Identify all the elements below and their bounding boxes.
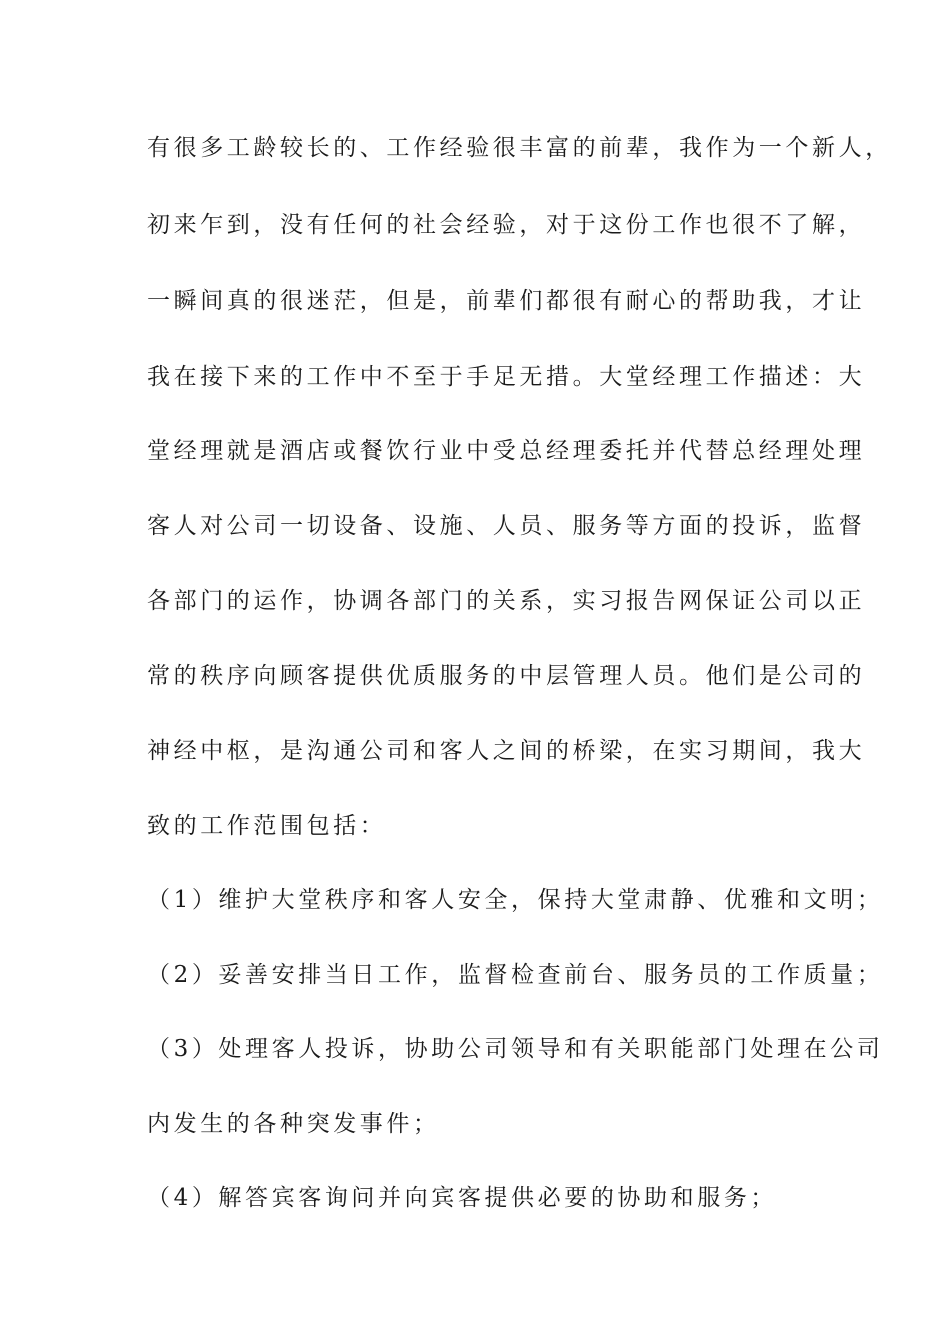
text-line: 有很多工龄较长的、工作经验很丰富的前辈，我作为一个新人， bbox=[147, 135, 892, 161]
text-line: 致的工作范围包括： bbox=[147, 813, 387, 839]
list-item: （3）处理客人投诉，协助公司领导和有关职能部门处理在公司 bbox=[147, 1036, 884, 1062]
text-line: 初来乍到，没有任何的社会经验，对于这份工作也很不了解， bbox=[147, 212, 866, 238]
text-line: 堂经理就是酒店或餐饮行业中受总经理委托并代替总经理处理 bbox=[147, 438, 866, 464]
list-item: （1）维护大堂秩序和客人安全，保持大堂肃静、优雅和文明； bbox=[147, 887, 884, 913]
text-line: 内发生的各种突发事件； bbox=[147, 1111, 440, 1137]
list-item: （2）妥善安排当日工作，监督检查前台、服务员的工作质量； bbox=[147, 962, 884, 988]
text-line: 神经中枢，是沟通公司和客人之间的桥梁，在实习期间，我大 bbox=[147, 738, 866, 764]
text-line: 常的秩序向顾客提供优质服务的中层管理人员。他们是公司的 bbox=[147, 663, 866, 689]
text-line: 我在接下来的工作中不至于手足无措。大堂经理工作描述：大 bbox=[147, 364, 866, 390]
text-line: 各部门的运作，协调各部门的关系，实习报告网保证公司以正 bbox=[147, 588, 866, 614]
text-line: 一瞬间真的很迷茫，但是，前辈们都很有耐心的帮助我，才让 bbox=[147, 288, 866, 314]
list-item: （4）解答宾客询问并向宾客提供必要的协助和服务； bbox=[147, 1185, 778, 1211]
text-line: 客人对公司一切设备、设施、人员、服务等方面的投诉，监督 bbox=[147, 513, 866, 539]
